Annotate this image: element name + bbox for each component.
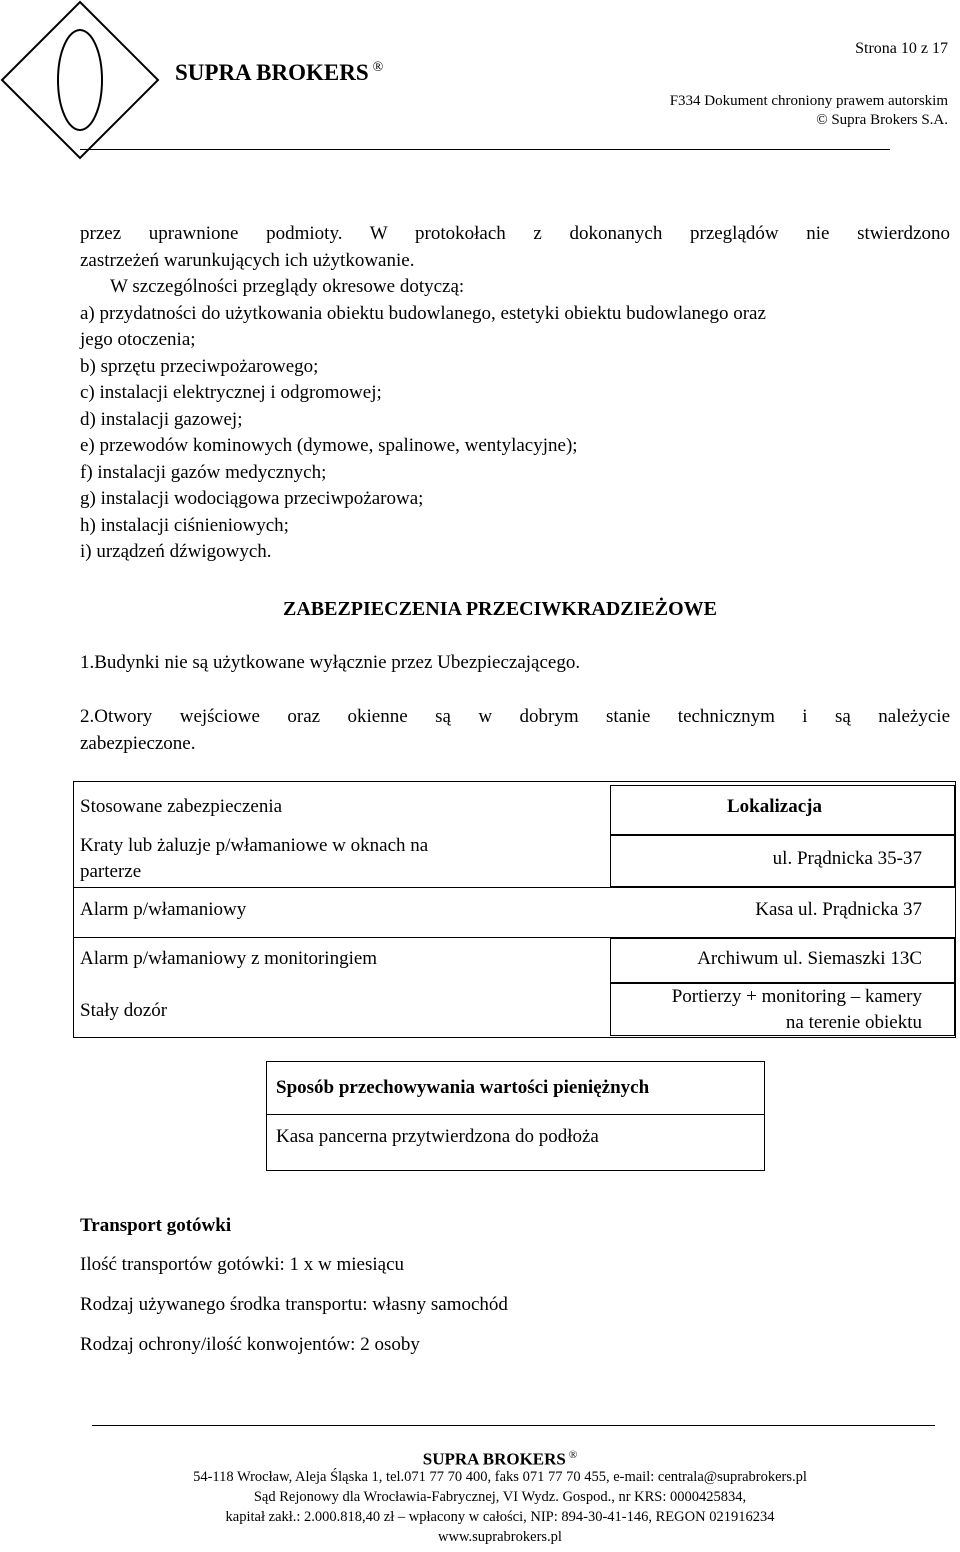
measure-text: Alarm p/włamaniowy z monitoringiem: [80, 948, 378, 969]
measures-column-header: Stosowane zabezpieczenia: [80, 796, 283, 817]
measure-text: Alarm p/włamaniowy: [80, 899, 247, 920]
footer-court: Sąd Rejonowy dla Wrocławia-Fabrycznej, VI Wydz. Gospod., nr KRS: 0000425834,: [253, 1489, 747, 1505]
list-item: f) instalacji gazów medycznych;: [80, 462, 327, 483]
copyright-note-line1: F334 Dokument chroniony prawem autorskim: [669, 93, 948, 109]
header-divider: [80, 149, 890, 150]
measure-text: parterze: [80, 861, 142, 882]
location-text: Portierzy + monitoring – kamery: [671, 986, 922, 1007]
footer-divider: [92, 1425, 935, 1426]
list-item: h) instalacji ciśnieniowych;: [80, 515, 289, 536]
point-1: 1.Budynki nie są użytkowane wyłącznie przez Ubezpieczającego.: [80, 652, 581, 673]
transport-heading: Transport gotówki: [80, 1215, 232, 1236]
measure-text: Stały dozór: [80, 1000, 168, 1021]
location-text: Kasa ul. Prądnicka 37: [755, 899, 922, 920]
list-item: b) sprzętu przeciwpożarowego;: [80, 356, 319, 377]
point-2-line1: 2.Otwory wejściowe oraz okienne są w dobrym stanie technicznym i są należycie: [80, 706, 950, 727]
location-text: na terenie obiektu: [785, 1012, 922, 1033]
footer-website: www.suprabrokers.pl: [438, 1529, 562, 1545]
list-item: e) przewodów kominowych (dymowe, spalinowe, wentylacyjne);: [80, 435, 578, 456]
footer-address: 54-118 Wrocław, Aleja Śląska 1, tel.071 77 70 400, faks 071 77 70 455, e-mail: centrala@suprabrokers.pl: [193, 1469, 807, 1485]
footer-registered-mark: ®: [568, 1449, 578, 1461]
list-item: a) przydatności do użytkowania obiektu budowlanego, estetyki obiektu budowlanego oraz: [80, 303, 766, 324]
list-item: jego otoczenia;: [80, 329, 196, 350]
paragraph-line: zastrzeżeń warunkujących ich użytkowanie.: [80, 250, 415, 271]
list-item: c) instalacji elektrycznej i odgromowej;: [80, 382, 382, 403]
location-column-header: Lokalizacja: [727, 796, 822, 817]
footer-brand: SUPRA BROKERS ®: [422, 1449, 578, 1469]
point-2-line2: zabezpieczone.: [80, 733, 196, 754]
transport-line: Rodzaj używanego środka transportu: własny samochód: [80, 1294, 508, 1315]
paragraph-line: przez uprawnione podmioty. W protokołach z dokonanych przeglądów nie stwierdzono: [80, 223, 950, 244]
cash-table-header: Sposób przechowywania wartości pieniężnych: [276, 1077, 650, 1098]
cash-table-divider: [266, 1114, 765, 1115]
copyright-note-line2: © Supra Brokers S.A.: [816, 112, 948, 128]
measure-text: Kraty lub żaluzje p/włamaniowe w oknach na: [80, 835, 429, 856]
transport-line: Rodzaj ochrony/ilość konwojentów: 2 osoby: [80, 1334, 420, 1355]
transport-line: Ilość transportów gotówki: 1 x w miesiącu: [80, 1254, 405, 1275]
list-item: g) instalacji wodociągowa przeciwpożarowa;: [80, 488, 424, 509]
supra-brokers-logo: [0, 0, 160, 160]
paragraph-intro: W szczególności przeglądy okresowe dotyczą:: [110, 276, 465, 297]
footer-capital: kapitał zakł.: 2.000.818,40 zł – wpłacony w całości, NIP: 894-30-41-146, REGON 021916234: [225, 1509, 775, 1525]
copyright-note: [670, 92, 948, 130]
page-number: Strona 10 z 17: [855, 40, 948, 57]
header-brand: SUPRA BROKERS ®: [175, 60, 384, 85]
location-text: ul. Prądnicka 35-37: [772, 848, 922, 869]
list-item: d) instalacji gazowej;: [80, 409, 243, 430]
list-item: i) urządzeń dźwigowych.: [80, 541, 272, 562]
cash-table-value: Kasa pancerna przytwierdzona do podłoża: [276, 1126, 599, 1147]
location-text: Archiwum ul. Siemaszki 13C: [697, 948, 922, 969]
registered-mark: ®: [372, 60, 384, 76]
section-heading: ZABEZPIECZENIA PRZECIWKRADZIEŻOWE: [283, 598, 717, 620]
